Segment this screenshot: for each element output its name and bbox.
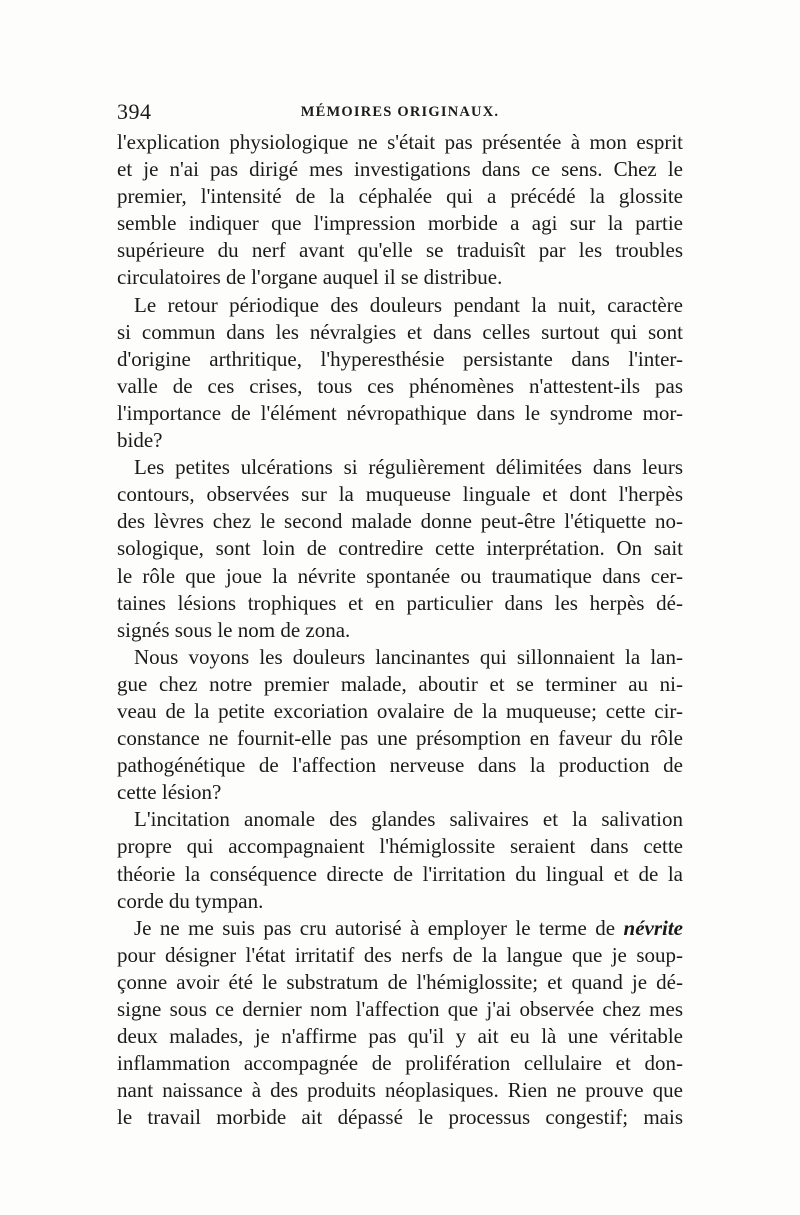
text-line: semble indiquer que l'impression morbide a agi sur la partie <box>117 211 683 236</box>
text-line: pour désigner l'état irritatif des nerfs de la langue que je soup- <box>117 942 683 967</box>
text-line: le travail morbide ait dépassé le processus congestif; mais <box>117 1105 683 1130</box>
text-line: L'incitation anomale des glandes salivaires et la salivation <box>134 807 683 832</box>
text-line: Le retour périodique des douleurs pendant la nuit, caractère <box>134 292 683 317</box>
text-line: bide? <box>117 428 163 453</box>
text-line: nant naissance à des produits néoplasiques. Rien ne prouve que <box>117 1078 683 1103</box>
text-line: corde du tympan. <box>117 888 264 913</box>
text-line: çonne avoir été le substratum de l'hémiglossite; et quand je dé- <box>117 969 683 994</box>
text-line: inflammation accompagnée de prolifération cellulaire et don- <box>117 1051 683 1076</box>
text-line: contours, observées sur la muqueuse linguale et dont l'herpès <box>117 482 683 507</box>
italic-term: névrite <box>623 915 683 940</box>
paragraph <box>117 292 683 455</box>
page-number: 394 <box>117 99 152 124</box>
text-line: sologique, sont loin de contredire cette interprétation. On sait <box>117 536 683 561</box>
text-line: deux malades, je n'affirme pas qu'il y ait eu là une véritable <box>117 1024 683 1049</box>
paragraph <box>117 644 683 807</box>
text-line: taines lésions trophiques et en particulier dans les herpès dé- <box>117 590 683 615</box>
text-line: circulatoires de l'organe auquel il se distribue. <box>117 265 503 290</box>
text-line: gue chez notre premier malade, aboutir et se terminer au ni- <box>117 671 683 696</box>
paragraph <box>117 454 683 644</box>
text-line: pathogénétique de l'affection nerveuse dans la production de <box>117 753 683 778</box>
text-line: cette lésion? <box>117 780 222 805</box>
text-line-start: Je ne me suis pas cru autorisé à employer le terme de <box>134 915 616 940</box>
paragraph <box>117 129 683 292</box>
text-line: le rôle que joue la névrite spontanée ou traumatique dans cer- <box>117 563 683 588</box>
text-line: valle de ces crises, tous ces phénomènes n'attestent-ils pas <box>117 373 683 398</box>
text-line: propre qui accompagnaient l'hémiglossite seraient dans cette <box>117 834 683 859</box>
text-line: constance ne fournit-elle pas une présomption en faveur du rôle <box>117 726 683 751</box>
text-line: signés sous le nom de zona. <box>117 617 351 642</box>
text-line: signe sous ce dernier nom l'affection que j'ai observée chez mes <box>117 997 683 1021</box>
text-line: supérieure du nerf avant qu'elle se traduisît par les troubles <box>117 238 683 263</box>
text-line: des lèvres chez le second malade donne peut-être l'étiquette no- <box>117 509 683 534</box>
text-line: Les petites ulcérations si régulièrement délimitées dans leurs <box>134 455 683 480</box>
text-line <box>117 915 683 942</box>
text-line: et je n'ai pas dirigé mes investigations dans ce sens. Chez le <box>117 157 683 182</box>
running-title: MÉMOIRES ORIGINAUX. <box>300 104 500 120</box>
text-line: d'origine arthritique, l'hyperesthésie persistante dans l'inter- <box>117 346 683 371</box>
running-head <box>117 98 683 126</box>
body-text <box>117 129 683 1131</box>
text-line: théorie la conséquence directe de l'irritation du lingual et de la <box>117 861 683 886</box>
text-line: Nous voyons les douleurs lancinantes qui sillonnaient la lan- <box>134 644 683 669</box>
paragraph <box>117 915 683 1132</box>
text-line: veau de la petite excoriation ovalaire de la muqueuse; cette cir- <box>117 698 683 723</box>
paragraph <box>117 806 683 914</box>
text-line: l'importance de l'élément névropathique dans le syndrome mor- <box>117 400 683 425</box>
text-line: si commun dans les névralgies et dans celles surtout qui sont <box>117 319 683 344</box>
text-line: premier, l'intensité de la céphalée qui a précédé la glossite <box>117 184 683 209</box>
text-line: l'explication physiologique ne s'était pas présentée à mon esprit <box>117 130 683 154</box>
